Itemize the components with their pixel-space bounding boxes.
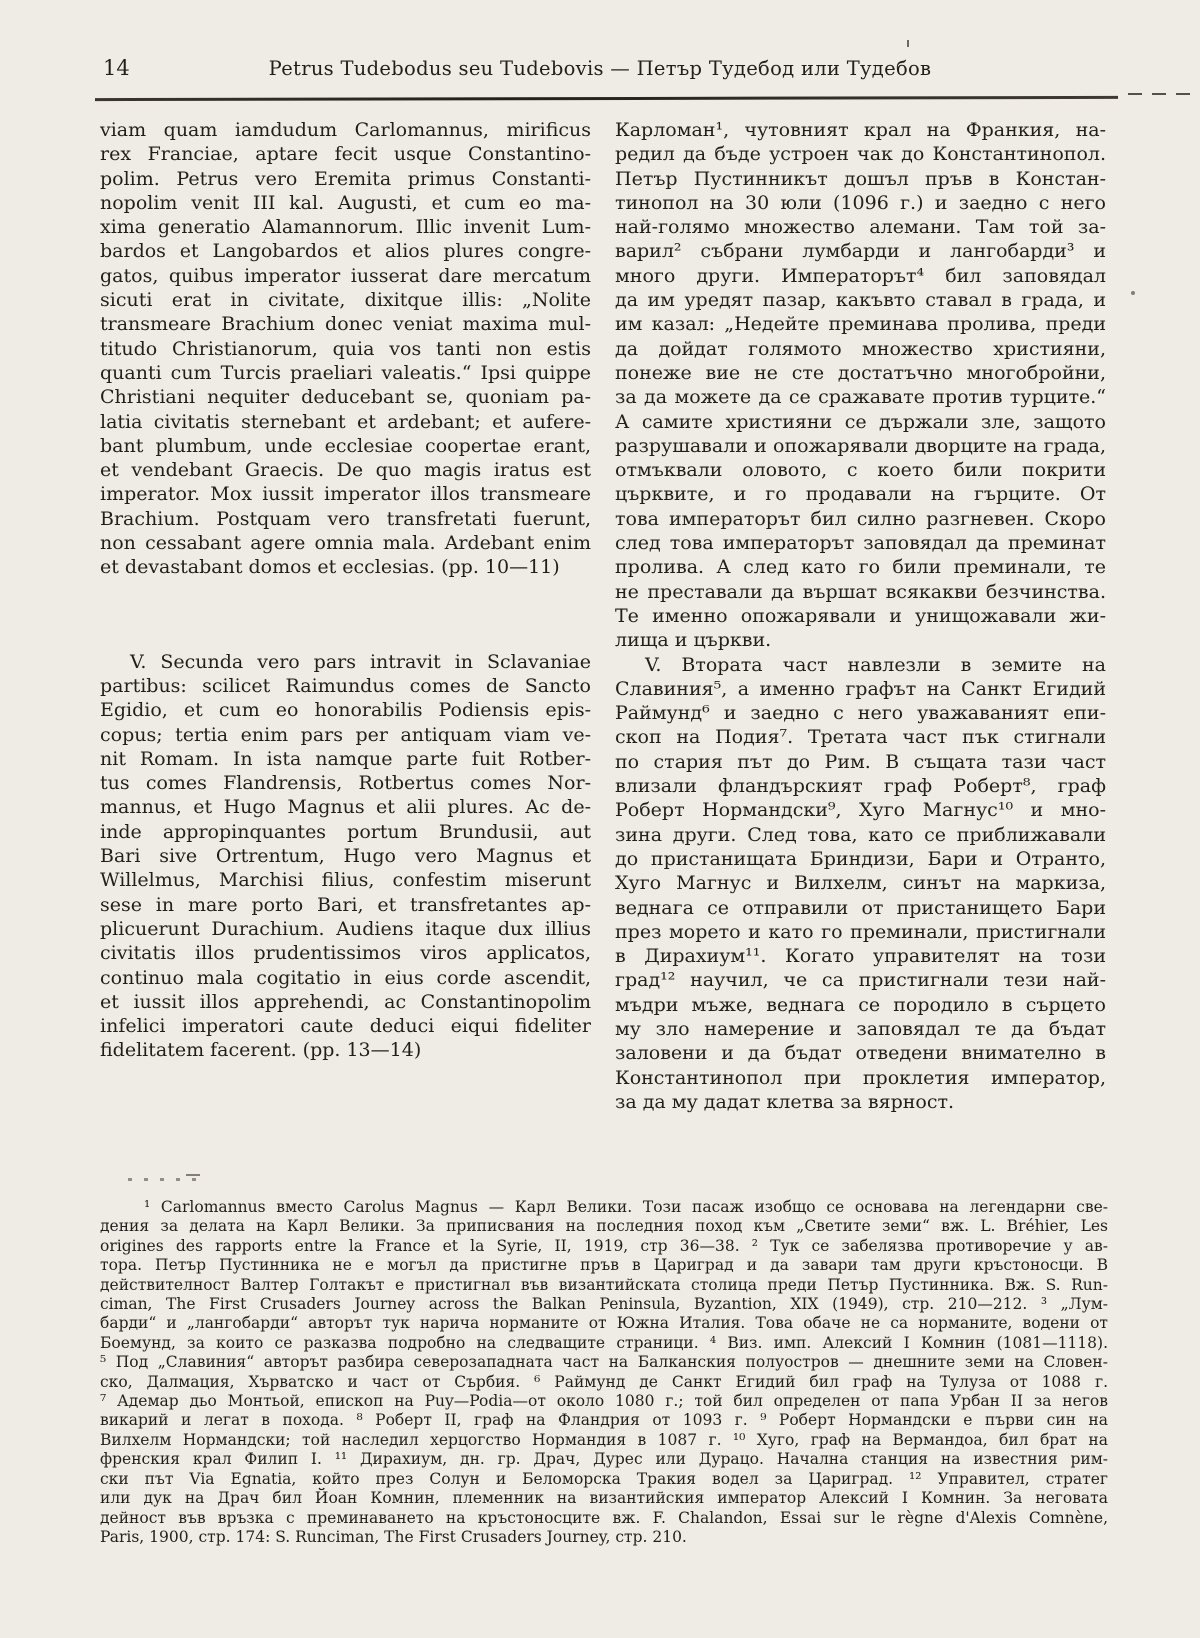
text-line: imperator. Mox iussit imperator illos transmeare [100, 483, 591, 506]
text-line: Карломан¹, чутовният крал на Франкия, на- [615, 119, 1106, 141]
text-line: ¹ Carlomannus вместо Carolus Magnus — Карл Велики. Този пасаж изобщо се основава на легендарни све- [144, 1198, 1108, 1216]
text-line: веднага се отправили от пристанището Бари [615, 896, 1106, 919]
text-line: Willelmus, Marchisi filius, confestim miserunt [100, 869, 591, 892]
text-line: редил да бъде устроен чак до Константинопол. [615, 143, 1106, 166]
text-line: nopolim venit III kal. Augusti, et cum eo ma- [100, 191, 591, 214]
running-title: Petrus Tudebodus seu Tudebovis — Петър Тудебод или Тудебов [268, 57, 932, 80]
text-line: град¹² научил, че са пристигнали тези най- [615, 969, 1106, 992]
header-rule-dashes [1128, 93, 1194, 95]
text-line: по стария път до Рим. В същата тази част [615, 750, 1106, 773]
text-columns [100, 118, 1106, 1114]
text-line: действителност Валтер Голтакът е пристигнал във византийската столица преди Петър Пустинника. Вж. S. Run- [100, 1275, 1108, 1294]
text-line: bardos et Langobardos et alios plures congre- [100, 240, 591, 263]
text-line: Славиния⁵, а именно графът на Санкт Егидий [615, 677, 1106, 700]
text-line: et devastabant domos et ecclesias. (pp. 10—11) [100, 556, 560, 579]
text-line: барди“ и „лангобарди“ авторът тук нарича норманите от Южна Италия. Това обаче не са норманите, водени от [100, 1314, 1108, 1333]
scan-artifact-dash [186, 1174, 200, 1176]
text-line: да дойдат голямото множество християни, [615, 337, 1106, 360]
text-line: V. Secunda vero pars intravit in Sclavaniae [130, 650, 591, 673]
text-line: transmeare Brachium donec veniat maxima mul- [100, 313, 591, 336]
text-line: mannus, et Hugo Magnus et alii plures. Ac de- [100, 796, 591, 819]
text-line: sese in mare porto Bari, et transfretantes ap- [100, 893, 591, 916]
text-line: continuo mala cogitatio in eius corde ascendit, [100, 966, 591, 989]
text-line: Петър Пустинникът дошъл пръв в Констан- [615, 167, 1106, 190]
text-line: xima generatio Alamannorum. Illic invenit Lum- [100, 216, 591, 239]
text-line: ⁵ Под „Славиния“ авторът разбира северозападната част на Балканския полуостров — днешните земи на Словен- [100, 1353, 1108, 1372]
paragraph [615, 118, 1106, 653]
text-line: Роберт Нормандски⁹, Хуго Магнус¹⁰ и мно- [615, 799, 1106, 822]
text-line: през морето и като го преминали, пристигнали [615, 920, 1106, 943]
text-line: Раймунд⁶ и заедно с него уважаваният епи- [615, 702, 1106, 725]
text-line: най-голямо множество алемани. Там той за- [615, 216, 1106, 239]
text-line: много други. Императорът⁴ бил заповядал [615, 264, 1106, 287]
text-line: Константинопол при проклетия император, [615, 1066, 1106, 1089]
text-line: френския крал Филип I. ¹¹ Дирахиум, дн. гр. Драч, Дурес или Дурацо. Начална станция на известния рим- [100, 1450, 1108, 1469]
page-number: 14 [103, 56, 130, 80]
text-line: в Дирахиум¹¹. Когато управителят на този [615, 945, 1106, 968]
text-line: понеже вие не сте достатъчно многобройни, [615, 361, 1106, 384]
text-line: отмъквали оловото, с което били покрити [615, 459, 1106, 482]
text-line: църквите, и го продавали на гърците. От [615, 483, 1106, 506]
latin-column [100, 118, 591, 1114]
text-line: да им уредят пазар, какъвто ставал в града, и [615, 289, 1106, 312]
text-line: заловени и да бъдат отведени внимателно в [615, 1042, 1106, 1065]
text-line: му зло намерение и заповядал те да бъдат [615, 1017, 1106, 1040]
text-line: infelici imperatori caute deduci eiqui fideliter [100, 1015, 591, 1038]
scan-speck [907, 40, 909, 47]
text-line: Боемунд, за които се разказва подробно на следващите страници. ⁴ Виз. имп. Алексий I Комнин (1081—1118). [100, 1333, 1108, 1352]
bulgarian-column [615, 118, 1106, 1114]
header-rule [95, 96, 1118, 101]
text-line: fidelitatem facerent. (pp. 13—14) [100, 1039, 422, 1062]
text-line: до пристанищата Бриндизи, Бари и Отранто, [615, 847, 1106, 870]
text-line: Christiani nequiter deducebant se, quoniam pa- [100, 386, 591, 409]
text-line: titudo Christianorum, quia vos tanti non estis [100, 337, 591, 360]
text-line: мъдри мъже, веднага се породило в сърцето [615, 993, 1106, 1016]
text-line: не преставали да вършат всякакви безчинства. [615, 580, 1106, 603]
text-line: зина други. След това, като се приближавали [615, 823, 1106, 846]
text-line: polim. Petrus vero Eremita primus Constanti- [100, 167, 591, 190]
scan-speck [1131, 291, 1135, 295]
text-line: et iussit illos apprehendi, ac Constantinopolim [100, 990, 591, 1013]
text-line: tus comes Flandrensis, Rotbertus comes Nor- [100, 772, 591, 795]
text-line: варил² събрани лумбарди и лангобарди³ и [615, 240, 1106, 263]
text-line: дейност във връзка с преминаването на кръстоносците вж. F. Chalandon, Essai sur le règne d'Alexis Comnène, [100, 1508, 1108, 1527]
text-line: inde appropinquantes portum Brundusii, aut [100, 820, 591, 843]
text-line: дения за делата на Карл Велики. За приписвания на последния поход към „Светите земи“ вж. L. Bréhier, Les [100, 1217, 1108, 1236]
text-line: пролива. А след като го били преминали, те [615, 556, 1106, 579]
text-line: Те именно опожарявали и унищожавали жи- [615, 604, 1106, 627]
text-line: ски път Via Egnatia, който през Солун и Беломорска Тракия водел за Цариград. ¹² Управител, стратег [100, 1469, 1108, 1488]
paragraph [100, 650, 591, 1063]
text-line: plicuerunt Durachium. Audiens itaque dux illius [100, 917, 591, 940]
text-line: А самите християни се държали зле, защото [615, 410, 1106, 433]
text-line: partibus: scilicet Raimundus comes de Sancto [100, 674, 591, 697]
text-line: Brachium. Postquam vero transfretati fuerunt, [100, 507, 591, 530]
text-line: quanti cum Turcis praeliari valeatis.“ Ipsi quippe [100, 361, 591, 384]
text-line: civitatis illos prudentissimos viros applicatos, [100, 942, 591, 965]
text-line: rex Franciae, aptare fecit usque Constantino- [100, 143, 591, 166]
text-line: Paris, 1900, стр. 174: S. Runciman, The First Crusaders Journey, стр. 210. [100, 1527, 687, 1546]
text-line: им казал: „Недейте преминава пролива, преди [615, 313, 1106, 336]
text-line: latia civitatis sternebant et ardebant; et aufere- [100, 410, 591, 433]
text-line: Вилхелм Нормандски; той наследил херцогство Нормандия в 1087 г. ¹⁰ Хуго, граф на Вермандоа, бил брат на [100, 1430, 1108, 1449]
paragraph [100, 118, 591, 580]
text-line: след това императорът заповядал да преминат [615, 532, 1106, 555]
text-line: това императорът бил силно разгневен. Скоро [615, 507, 1106, 530]
text-line: Хуго Магнус и Вилхелм, синът на маркиза, [615, 872, 1106, 895]
text-line: et vendebant Graecis. De quo magis iratus est [100, 459, 591, 482]
text-line: origines des rapports entre la France et la Syrie, II, 1919, стр 36—38. ² Тук се забелязва противоречие у ав- [100, 1236, 1108, 1255]
text-line: V. Втората част навлезли в земите на [645, 653, 1106, 676]
paragraph [615, 653, 1106, 1115]
paragraph [100, 1198, 1108, 1547]
text-line: за да му дадат клетва за вярност. [615, 1090, 955, 1113]
text-line: тинопол на 30 юли (1096 г.) и заедно с него [615, 191, 1106, 214]
text-line: nit Romam. In ista namque parte fuit Rotber- [100, 747, 591, 770]
text-line: non cessabant agere omnia mala. Ardebant enim [100, 532, 591, 555]
scan-artifact-dots [128, 1178, 208, 1181]
text-line: или дук на Драч бил Йоан Комнин, племенник на византийския император Алексий I Комнин. За неговата [100, 1489, 1108, 1508]
text-line: за да можете да се сражавате против турците.“ [615, 386, 1106, 409]
text-line: viam quam iamdudum Carlomannus, mirificus [100, 119, 591, 141]
text-line: gatos, quibus imperator iusserat dare mercatum [100, 264, 591, 287]
text-line: sicuti erat in civitate, dixitque illis: „Nolite [100, 289, 591, 312]
text-line: скоп на Подия⁷. Третата част пък стигнали [615, 726, 1106, 749]
text-line: Egidio, et cum eo honorabilis Podiensis epis- [100, 699, 591, 722]
text-line: лища и църкви. [615, 629, 772, 652]
text-line: разрушавали и опожарявали дворците на града, [615, 434, 1106, 457]
text-line: Bari sive Ortrentum, Hugo vero Magnus et [100, 845, 591, 868]
text-line: викарий и легат в похода. ⁸ Роберт II, граф на Фландрия от 1093 г. ⁹ Роберт Нормандски е първи син на [100, 1411, 1108, 1430]
footnotes-section [100, 1198, 1108, 1547]
text-line: bant plumbum, unde ecclesiae coopertae erant, [100, 434, 591, 457]
text-line: copus; tertia enim pars per antiquam viam ve- [100, 723, 591, 746]
text-line: ciman, The First Crusaders Journey across the Balkan Peninsula, Byzantion, XIX (1949), стр. 210—212. ³ „Лум- [100, 1295, 1108, 1314]
text-line: ⁷ Адемар дьо Монтьой, епископ на Puy—Podia—от около 1080 г.; той бил определен от папа Урбан II за негов [100, 1392, 1108, 1411]
text-line: тора. Петър Пустинника не е могъл да пристигне пръв в Цариград и да завари там други кръстоносци. В [100, 1256, 1108, 1275]
text-line: влизали фландърският граф Роберт⁸, граф [615, 775, 1106, 798]
text-line: ско, Далмация, Хърватско и част от Сърбия. ⁶ Раймунд де Санкт Егидий бил граф на Тулуза от 1088 г. [100, 1372, 1108, 1391]
